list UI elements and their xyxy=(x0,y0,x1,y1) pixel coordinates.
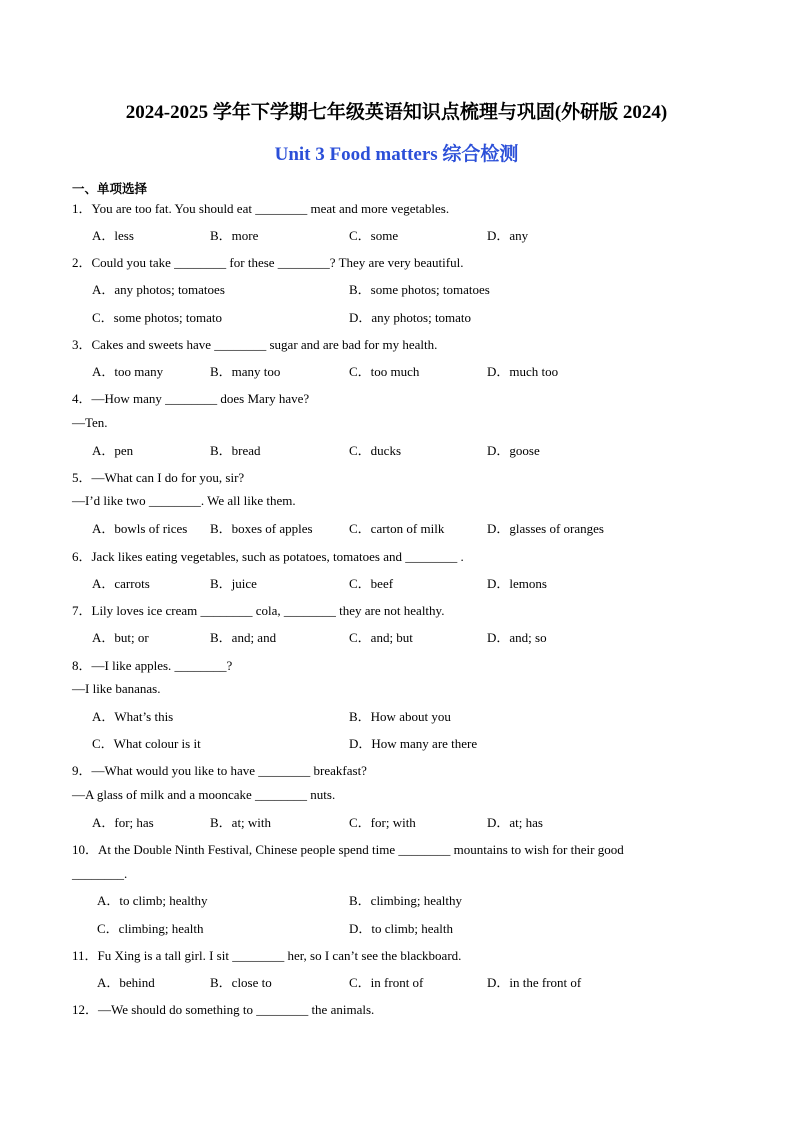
question-11-option-d: D．in the front of xyxy=(487,975,582,990)
question-7-option-b: B．and; and xyxy=(210,630,277,645)
question-2-option-c: C．some photos; tomato xyxy=(92,310,223,325)
question-9-stem: 9．—What would you like to have ________ breakfast? xyxy=(72,763,367,778)
question-8-option-d: D．How many are there xyxy=(349,736,478,751)
question-1-stem: 1．You are too fat. You should eat ________ meat and more vegetables. xyxy=(72,201,450,216)
question-1-option-d: D．any xyxy=(487,228,529,243)
question-6-option-b: B．juice xyxy=(210,576,257,591)
question-12-stem: 12．—We should do something to ________ the animals. xyxy=(72,1002,375,1017)
question-2-option-a: A．any photos; tomatoes xyxy=(92,282,225,297)
question-11-option-b: B．close to xyxy=(210,975,272,990)
question-2-option-d: D．any photos; tomato xyxy=(349,310,472,325)
question-8-stem: 8．—I like apples. ________? xyxy=(72,658,233,673)
question-1-option-b: B．more xyxy=(210,228,259,243)
question-9-option-b: B．at; with xyxy=(210,815,272,830)
section-heading: 一、单项选择 xyxy=(72,181,148,196)
question-3-option-c: C．too much xyxy=(349,364,420,379)
question-7-option-c: C．and; but xyxy=(349,630,413,645)
question-4-option-a: A．pen xyxy=(92,443,134,458)
question-1-option-c: C．some xyxy=(349,228,399,243)
question-8-option-b: B．How about you xyxy=(349,709,451,724)
question-5-option-a: A．bowls of rices xyxy=(92,521,188,536)
question-10-stem: 10．At the Double Ninth Festival, Chinese people spend time ________ mountains to wish for their good xyxy=(72,842,624,857)
question-5-stem: 5．—What can I do for you, sir? xyxy=(72,470,245,485)
question-4-option-d: D．goose xyxy=(487,443,540,458)
question-10-stem-continued: ________. xyxy=(72,866,128,881)
question-10-option-c: C．climbing; health xyxy=(97,921,204,936)
question-6-option-a: A．carrots xyxy=(92,576,150,591)
question-9-option-d: D．at; has xyxy=(487,815,543,830)
question-4-option-b: B．bread xyxy=(210,443,261,458)
question-9-reply: —A glass of milk and a mooncake ________ nuts. xyxy=(72,787,336,802)
question-6-stem: 6．Jack likes eating vegetables, such as potatoes, tomatoes and ________ . xyxy=(72,549,464,564)
question-7-stem: 7．Lily loves ice cream ________ cola, ________ they are not healthy. xyxy=(72,603,445,618)
question-9-option-c: C．for; with xyxy=(349,815,416,830)
document-title: 2024-2025 学年下学期七年级英语知识点梳理与巩固(外研版 2024) xyxy=(125,102,668,123)
question-7-option-d: D．and; so xyxy=(487,630,547,645)
question-11-option-c: C．in front of xyxy=(349,975,424,990)
question-2-option-b: B．some photos; tomatoes xyxy=(349,282,490,297)
question-5-option-b: B．boxes of apples xyxy=(210,521,313,536)
question-4-stem: 4．—How many ________ does Mary have? xyxy=(72,391,310,406)
question-11-stem: 11．Fu Xing is a tall girl. I sit ________ her, so I can’t see the blackboard. xyxy=(72,948,462,963)
question-3-option-d: D．much too xyxy=(487,364,559,379)
question-3-option-b: B．many too xyxy=(210,364,281,379)
question-1-option-a: A．less xyxy=(92,228,134,243)
question-4-option-c: C．ducks xyxy=(349,443,402,458)
question-6-option-d: D．lemons xyxy=(487,576,547,591)
question-9-option-a: A．for; has xyxy=(92,815,154,830)
question-5-option-c: C．carton of milk xyxy=(349,521,445,536)
question-2-stem: 2．Could you take ________ for these ________? They are very beautiful. xyxy=(72,255,464,270)
question-5-reply: —I’d like two ________. We all like them. xyxy=(72,493,296,508)
question-10-option-a: A．to climb; healthy xyxy=(97,893,208,908)
question-11-option-a: A．behind xyxy=(97,975,155,990)
document-subtitle: Unit 3 Food matters 综合检测 xyxy=(274,144,519,165)
question-5-option-d: D．glasses of oranges xyxy=(487,521,604,536)
question-8-reply: —I like bananas. xyxy=(72,681,161,696)
question-6-option-c: C．beef xyxy=(349,576,394,591)
question-10-option-b: B．climbing; healthy xyxy=(349,893,463,908)
question-8-option-c: C．What colour is it xyxy=(92,736,201,751)
question-3-stem: 3．Cakes and sweets have ________ sugar and are bad for my health. xyxy=(72,337,438,352)
question-7-option-a: A．but; or xyxy=(92,630,149,645)
question-3-option-a: A．too many xyxy=(92,364,164,379)
question-8-option-a: A．What’s this xyxy=(92,709,174,724)
question-4-reply: —Ten. xyxy=(72,415,108,430)
question-10-option-d: D．to climb; health xyxy=(349,921,453,936)
